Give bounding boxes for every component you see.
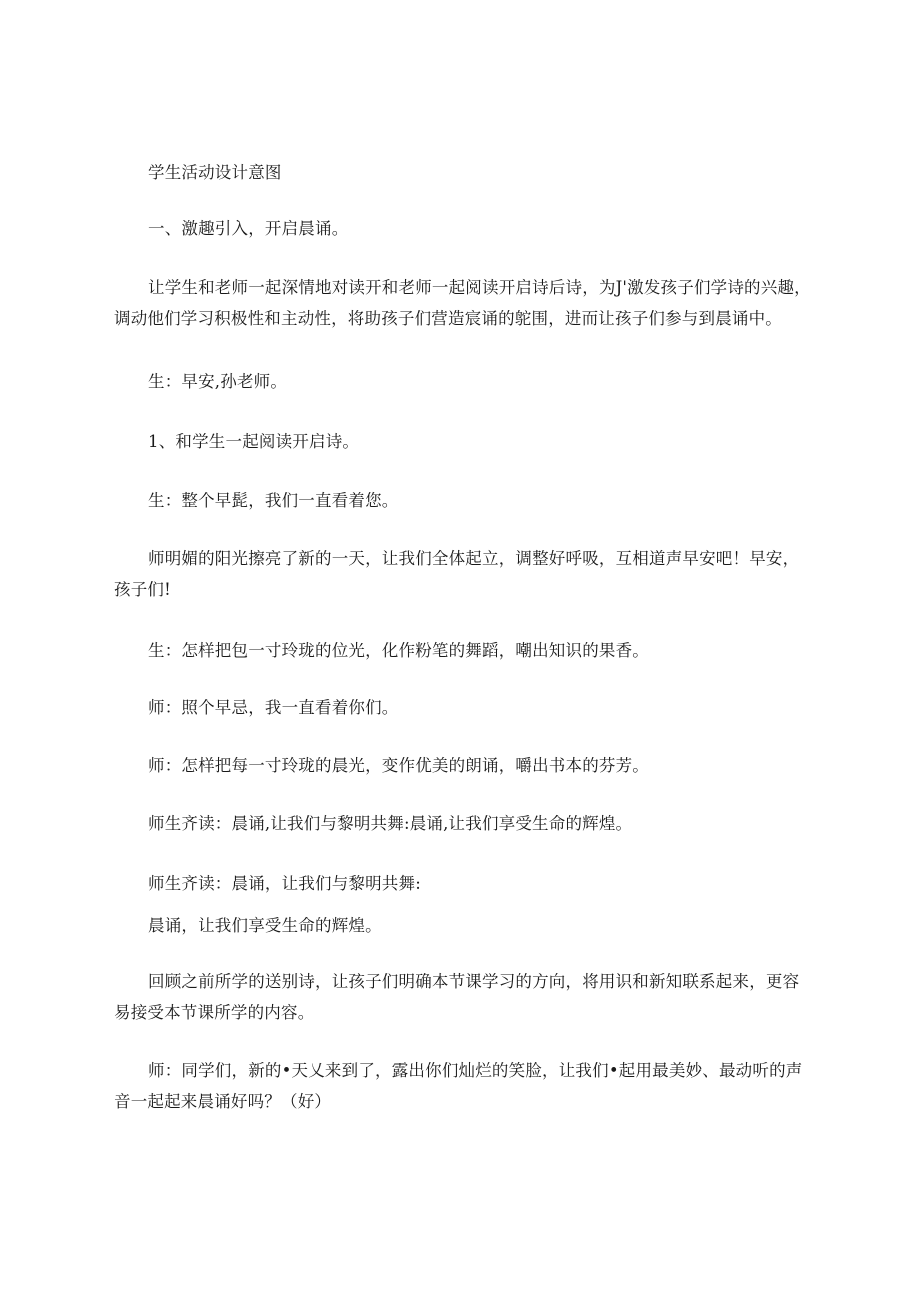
dialogue-line: 师生齐读：晨诵，让我们与黎明共舞: xyxy=(148,874,421,893)
dialogue-line: 生：早安,孙老师。 xyxy=(148,372,288,391)
step-heading: 一、激趣引入，开启晨诵。 xyxy=(148,219,349,238)
dialogue-line: 生：整个早髭，我们一直看着您。 xyxy=(148,491,399,510)
step-heading: 1、和学生一起阅读开启诗。 xyxy=(148,432,360,451)
dialogue-line: 师生齐读：晨诵,让我们与黎明共舞:晨诵,让我们享受生命的辉煌。 xyxy=(148,814,633,833)
section-heading: 学生活动设计意图 xyxy=(148,163,282,182)
dialogue-line: 师：照个早忌，我一直看着你们。 xyxy=(148,698,399,717)
dialogue-line: 生：怎样把包一寸玲珑的位光，化作粉笔的舞蹈，嘲出知识的果香。 xyxy=(148,641,649,660)
paragraph: 让学生和老师一起深情地对读开和老师一起阅读开启诗后诗，为J'激发孩子们学诗的兴趣，调动他们学习积极性和主动性，将助孩子们营造宸诵的鸵围，进而让孩子们参与到晨诵中。 xyxy=(114,278,811,328)
dialogue-line: 师：同学们，新的•天乂来到了，露出你们灿烂的笑脸，让我们•起用最美妙、最动听的声音一起起来晨诵好吗？（好） xyxy=(114,1061,803,1111)
dialogue-line: 师明媚的阳光擦亮了新的一天，让我们全体起立，调整好呼吸，互相道声早安吧！早安，孩子们! xyxy=(114,549,800,599)
dialogue-line: 师：怎样把每一寸玲珑的晨光，变作优美的朗诵，嚼出书本的芬芳。 xyxy=(148,756,649,775)
paragraph: 回顾之前所学的送别诗，让孩子们明确本节课学习的方向，将用识和新知联系起来，更容易接受本节课所学的内容。 xyxy=(114,972,800,1022)
dialogue-line-continued: 晨诵，让我们享受生命的辉煌。 xyxy=(148,916,382,935)
